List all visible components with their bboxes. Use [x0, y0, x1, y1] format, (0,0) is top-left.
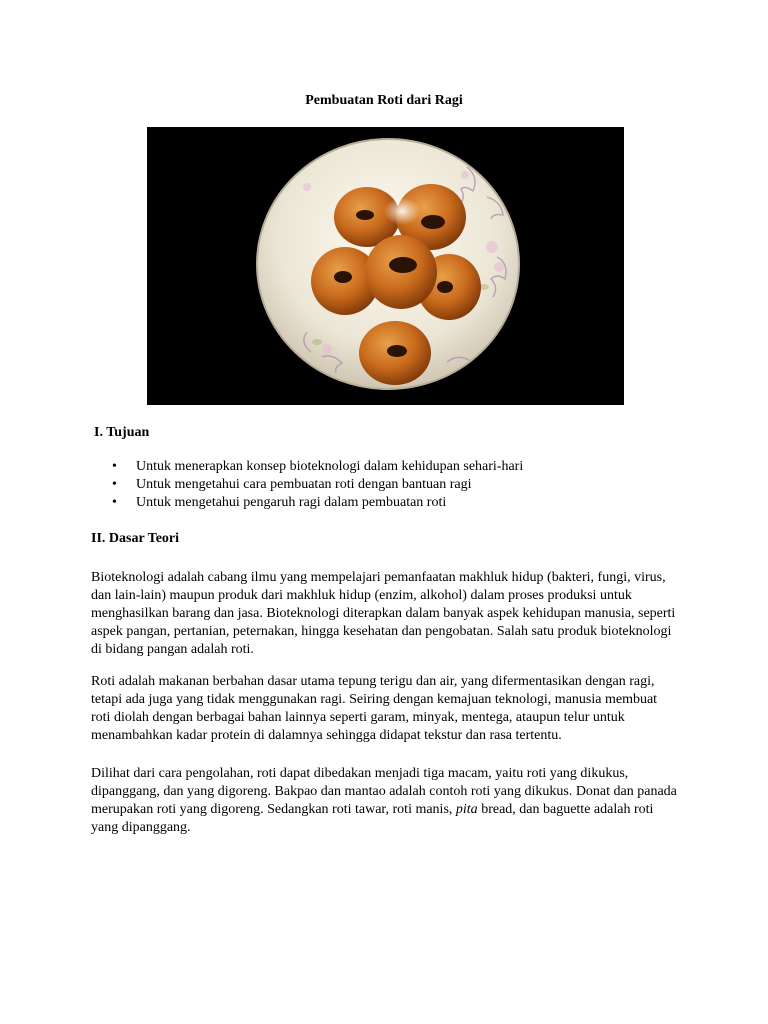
italic-term: pita [455, 802, 478, 817]
list-item [112, 494, 712, 512]
list-item [112, 476, 712, 494]
paragraph-roti: Roti adalah makanan berbahan dasar utama tepung terigu dan air, yang difermentasikan dengan ragi, tetapi ada juga yang tidak menggunakan ragi. Seiring dengan kemajuan teknologi, manusia membuat roti diolah dengan berbagai bahan lainnya seperti garam, minyak, mentega, ataupun telur untuk menambahkan kadar protein di dalamnya sehingga didapat tekstur dan rasa tertentu. [91, 674, 658, 743]
bread-rolls-on-plate-photo [147, 127, 624, 405]
bullet-icon: • [112, 477, 117, 492]
bullet-icon: • [112, 459, 117, 474]
section-heading-tujuan: I. Tujuan [94, 425, 150, 440]
paragraph-text: bread, dan baguette adalah roti yang dipanggang. [91, 802, 654, 835]
tujuan-list [112, 458, 712, 512]
section-heading-dasar-teori: II. Dasar Teori [91, 531, 180, 546]
paragraph-text: Dilihat dari cara pengolahan, roti dapat dibedakan menjadi tiga macam, yaitu roti yang dikukus, dipanggang, dan yang digoreng. Bakpao dan mantao adalah contoh roti yang dikukus. Donat dan panada merupakan roti yang digoreng. Sedangkan roti tawar, roti manis, [91, 766, 677, 817]
paragraph-bioteknologi: Bioteknologi adalah cabang ilmu yang mempelajari pemanfaatan makhluk hidup (bakteri, fungi, virus, dan lain-lain) maupun produk dari makhluk hidup (enzim, alkohol) dalam proses produksi untuk menghasilkan barang dan jasa. Bioteknologi diterapkan dalam banyak aspek kehidupan manusia, seperti aspek pangan, pertanian, peternakan, hingga kesehatan dan pengobatan. Salah satu produk bioteknologi di bidang pangan adalah roti. [91, 570, 676, 657]
bullet-icon: • [112, 495, 117, 510]
list-item-text: Untuk menerapkan konsep bioteknologi dalam kehidupan sehari-hari [136, 459, 524, 474]
list-item [112, 458, 712, 476]
list-item-text: Untuk mengetahui pengaruh ragi dalam pembuatan roti [136, 495, 447, 510]
list-item-text: Untuk mengetahui cara pembuatan roti dengan bantuan ragi [136, 477, 472, 492]
paragraph-cara-pengolahan [91, 765, 677, 837]
document-title: Pembuatan Roti dari Ragi [305, 93, 463, 108]
